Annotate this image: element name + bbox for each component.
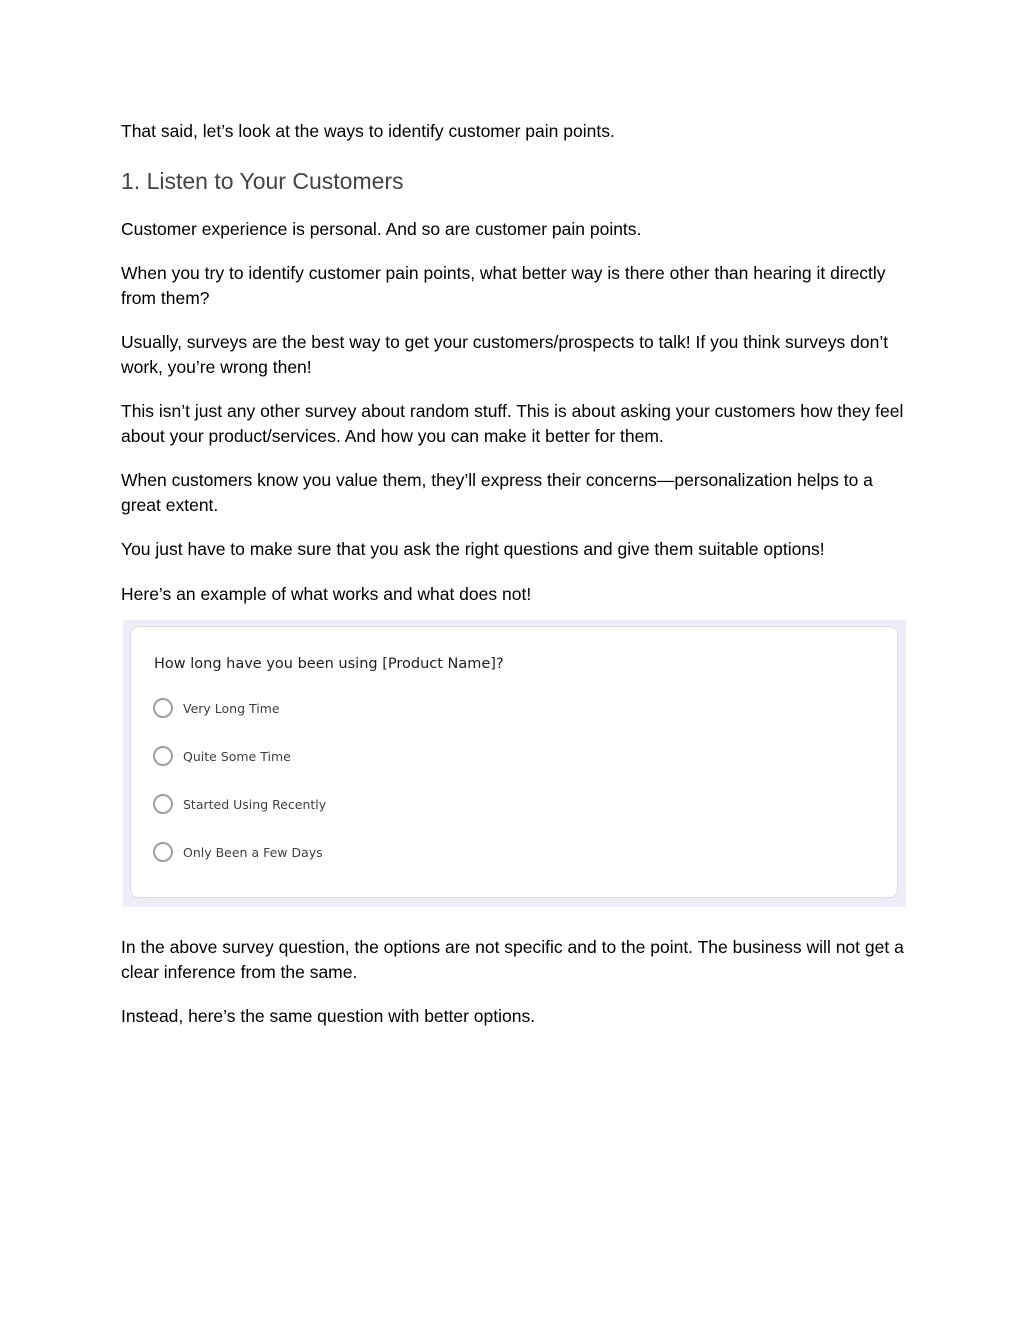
- paragraph: In the above survey question, the options are not specific and to the point. The business will not get a clear inference from the same.: [121, 937, 904, 982]
- survey-option-label: Very Long Time: [183, 700, 280, 716]
- paragraph: This isn’t just any other survey about random stuff. This is about asking your customers how they feel about your product/services. And how you can make it better for them.: [121, 401, 904, 446]
- survey-screenshot: [123, 620, 906, 907]
- after-survey-text: [121, 935, 911, 1029]
- survey-option[interactable]: [153, 745, 291, 767]
- intro-paragraph: That said, let’s look at the ways to identify customer pain points.: [121, 121, 615, 141]
- document-body: [121, 119, 911, 1029]
- radio-button-icon[interactable]: [153, 698, 173, 718]
- survey-option[interactable]: [153, 697, 280, 719]
- radio-button-icon[interactable]: [153, 746, 173, 766]
- survey-question: How long have you been using [Product Name]?: [154, 656, 504, 672]
- section-heading: 1. Listen to Your Customers: [121, 167, 404, 194]
- paragraph: When customers know you value them, they’ll express their concerns—personalization helps to a great extent.: [121, 470, 873, 515]
- survey-option[interactable]: [153, 841, 323, 863]
- survey-option-label: Quite Some Time: [183, 748, 291, 764]
- survey-option[interactable]: [153, 793, 326, 815]
- survey-card: [130, 626, 898, 898]
- paragraph: Customer experience is personal. And so are customer pain points.: [121, 218, 642, 239]
- paragraph: Usually, surveys are the best way to get your customers/prospects to talk! If you think surveys don’t work, you’re wrong then!: [121, 332, 889, 377]
- radio-button-icon[interactable]: [153, 794, 173, 814]
- paragraph: Here’s an example of what works and what does not!: [121, 583, 532, 604]
- paragraph: When you try to identify customer pain points, what better way is there other than hearing it directly from them?: [121, 263, 886, 308]
- radio-button-icon[interactable]: [153, 842, 173, 862]
- survey-option-label: Only Been a Few Days: [183, 844, 323, 860]
- paragraph: You just have to make sure that you ask the right questions and give them suitable options!: [121, 539, 825, 559]
- survey-option-label: Started Using Recently: [183, 796, 327, 812]
- paragraph: Instead, here’s the same question with better options.: [121, 1006, 536, 1026]
